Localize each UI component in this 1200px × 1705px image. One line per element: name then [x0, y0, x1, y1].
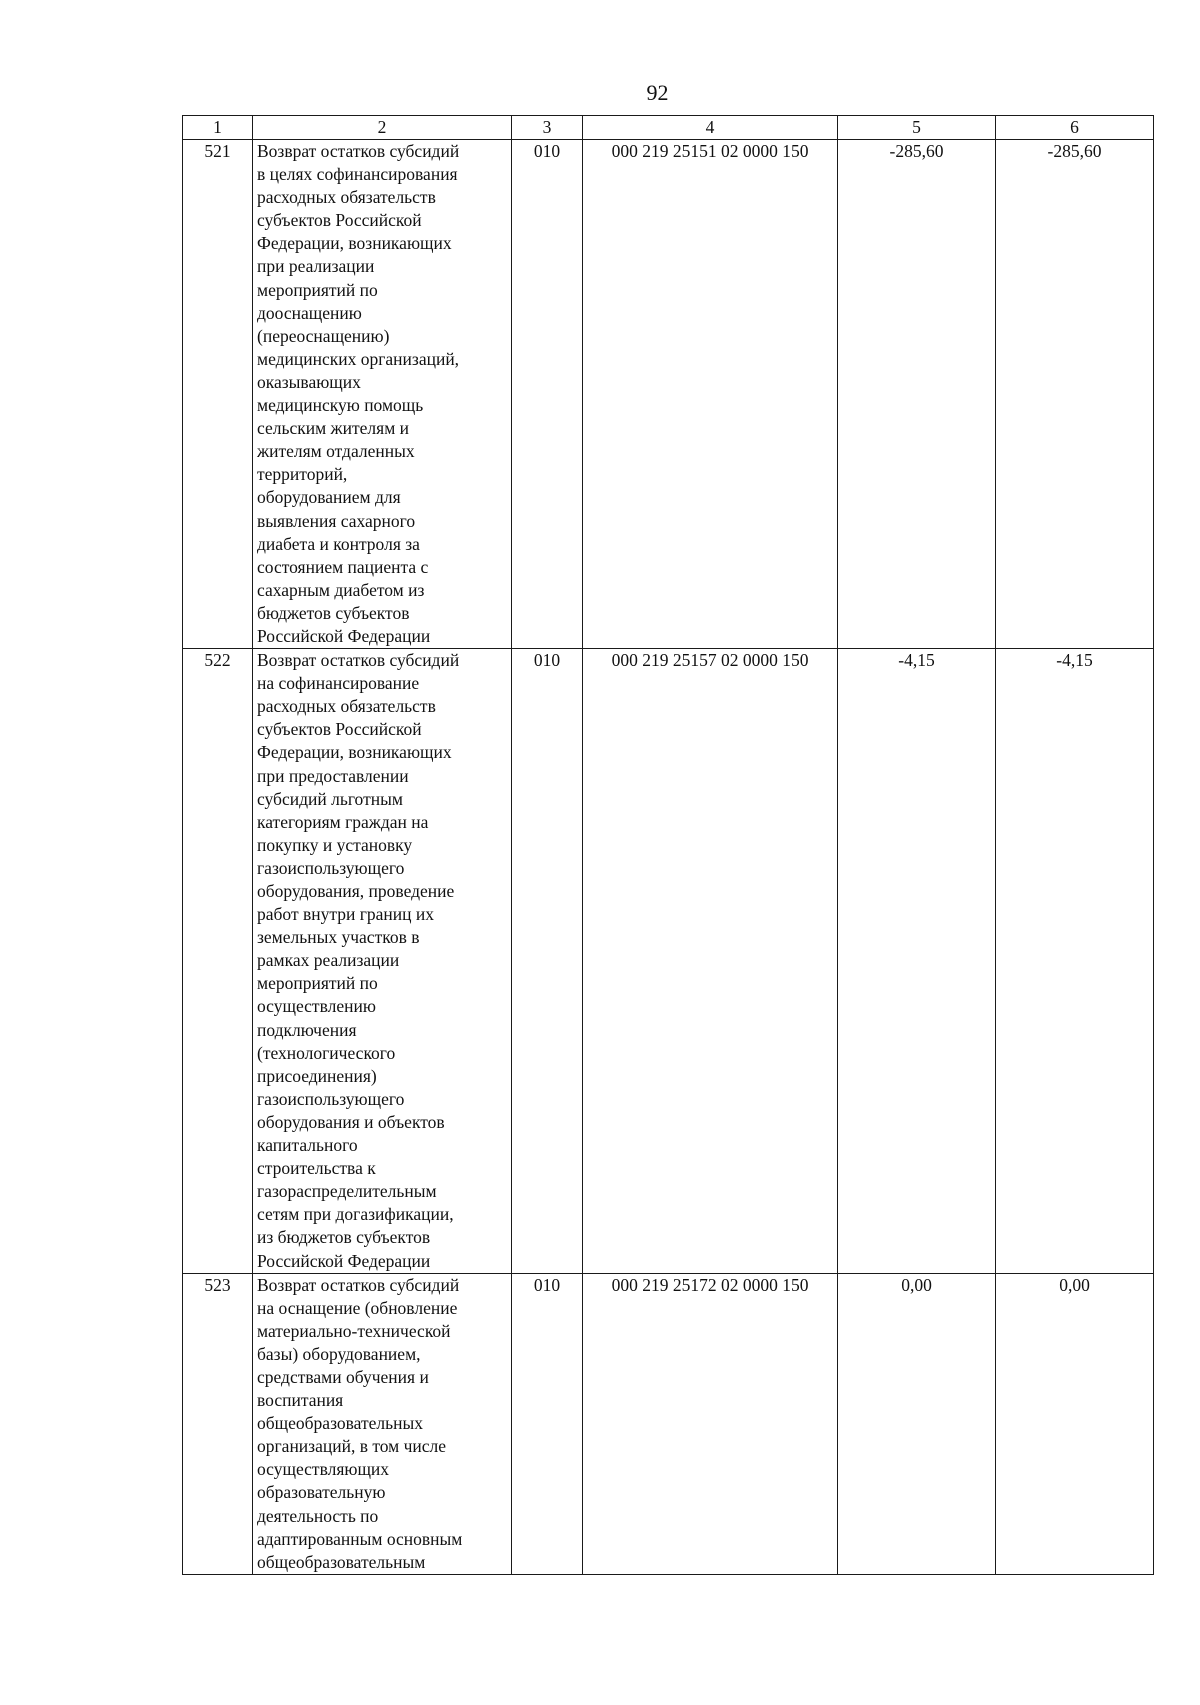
description-line: оказывающих: [257, 371, 361, 392]
admin-code-cell: 010: [512, 140, 583, 649]
description-cell: [253, 140, 512, 649]
description-line: средствами обучения и: [257, 1366, 429, 1387]
column-header: 2: [253, 116, 512, 140]
description-line: на софинансирование: [257, 673, 420, 694]
description-line: покупку и установку: [257, 834, 413, 855]
page-number: 92: [646, 80, 669, 105]
description-line: капитального: [257, 1135, 358, 1156]
description-line: Федерации, возникающих: [257, 233, 452, 254]
budget-code-cell: 000 219 25157 02 0000 150: [583, 649, 838, 1274]
description-line: из бюджетов субъектов: [257, 1227, 431, 1248]
description-line: газоиспользующего: [257, 1088, 405, 1109]
column-header: 4: [583, 116, 838, 140]
amount-cell: -285,60: [996, 140, 1154, 649]
description-line: строительства к: [257, 1158, 376, 1179]
admin-code-cell: 010: [512, 1273, 583, 1574]
description-line: общеобразовательным: [257, 1551, 426, 1572]
description-line: организаций, в том числе: [257, 1436, 447, 1457]
description-line: сельским жителям и: [257, 418, 410, 439]
description-line: работ внутри границ их: [257, 904, 434, 925]
table-row: [183, 649, 1154, 1274]
description-line: субсидий льготным: [257, 788, 403, 809]
description-line: присоединения): [257, 1065, 377, 1086]
table-row: [183, 140, 1154, 649]
description-line: выявления сахарного: [257, 510, 416, 531]
description-line: при предоставлении: [257, 765, 409, 786]
description-line: оборудования, проведение: [257, 881, 455, 901]
description-line: осуществлению: [257, 996, 376, 1017]
description-line: жителям отдаленных: [257, 441, 415, 462]
column-header: 6: [996, 116, 1154, 140]
description-line: воспитания: [257, 1390, 344, 1411]
amount-cell: -285,60: [838, 140, 996, 649]
table-body: [183, 140, 1154, 1575]
row-number-cell: 522: [183, 649, 253, 1274]
description-line: в целях софинансирования: [257, 164, 458, 185]
description-line: оборудования и объектов: [257, 1111, 445, 1132]
description-line: сахарным диабетом из: [257, 579, 425, 600]
table-row: [183, 1273, 1154, 1574]
description-line: сетям при догазификации,: [257, 1204, 454, 1225]
description-line: территорий,: [257, 464, 348, 485]
header-row: [183, 116, 1154, 140]
description-line: земельных участков в: [257, 927, 420, 948]
amount-cell: -4,15: [996, 649, 1154, 1274]
description-cell: [253, 1273, 512, 1574]
column-header: 3: [512, 116, 583, 140]
description-line: Федерации, возникающих: [257, 742, 452, 763]
description-line: расходных обязательств: [257, 696, 436, 717]
budget-table: [182, 115, 1154, 1575]
row-number-cell: 521: [183, 140, 253, 649]
description-line: Российской Федерации: [257, 625, 431, 646]
amount-cell: 0,00: [996, 1273, 1154, 1574]
description-line: оборудованием для: [257, 487, 401, 508]
description-line: адаптированным основным: [257, 1528, 463, 1549]
description-line: дооснащению: [257, 302, 362, 323]
description-line: состоянием пациента с: [257, 556, 429, 577]
description-line: образовательную: [257, 1482, 386, 1503]
description-line: осуществляющих: [257, 1459, 390, 1480]
description-line: Российской Федерации: [257, 1250, 431, 1271]
description-line: материально-технической: [257, 1320, 451, 1341]
column-header: 1: [183, 116, 253, 140]
description-line: газораспределительным: [257, 1181, 437, 1202]
description-line: субъектов Российской: [257, 719, 422, 740]
description-line: базы) оборудованием,: [257, 1343, 421, 1364]
amount-cell: -4,15: [838, 649, 996, 1274]
description-line: мероприятий по: [257, 279, 378, 300]
description-cell: [253, 649, 512, 1274]
description-line: Возврат остатков субсидий: [257, 141, 460, 161]
description-line: мероприятий по: [257, 973, 378, 994]
description-line: Возврат остатков субсидий: [257, 650, 460, 671]
budget-code-cell: 000 219 25151 02 0000 150: [583, 140, 838, 649]
description-line: газоиспользующего: [257, 857, 405, 878]
description-line: подключения: [257, 1019, 357, 1040]
row-number-cell: 523: [183, 1273, 253, 1574]
description-line: (технологического: [257, 1042, 396, 1063]
description-line: медицинских организаций,: [257, 348, 460, 369]
description-line: рамках реализации: [257, 950, 400, 971]
amount-cell: 0,00: [838, 1273, 996, 1574]
description-line: при реализации: [257, 256, 375, 277]
budget-code-cell: 000 219 25172 02 0000 150: [583, 1273, 838, 1574]
description-line: категориям граждан на: [257, 811, 429, 832]
description-line: медицинскую помощь: [257, 395, 424, 416]
description-line: на оснащение (обновление: [257, 1297, 458, 1318]
description-line: Возврат остатков субсидий: [257, 1274, 460, 1295]
description-line: диабета и контроля за: [257, 533, 420, 554]
description-line: субъектов Российской: [257, 210, 422, 231]
description-line: (переоснащению): [257, 325, 390, 346]
description-line: бюджетов субъектов: [257, 602, 410, 623]
description-line: расходных обязательств: [257, 187, 436, 208]
description-line: общеобразовательных: [257, 1413, 423, 1434]
column-header: 5: [838, 116, 996, 140]
admin-code-cell: 010: [512, 649, 583, 1274]
description-line: деятельность по: [257, 1505, 379, 1526]
